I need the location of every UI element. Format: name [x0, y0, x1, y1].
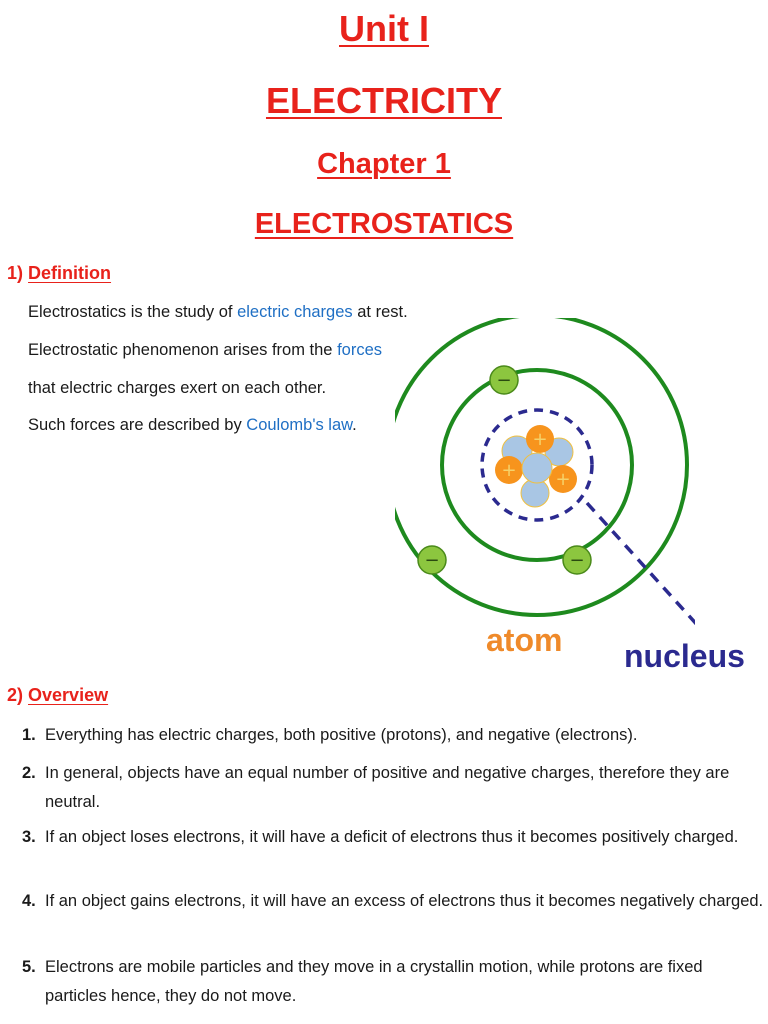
list-item: [22, 953, 766, 1011]
unit-title: Unit I: [339, 8, 429, 49]
link-coulombs-law[interactable]: Coulomb's law: [246, 416, 353, 434]
list-item-text: If an object loses electrons, it will have a deficit of electrons thus it becomes positively charged.: [45, 828, 739, 846]
definition-text: that electric charges exert on each other.: [28, 379, 327, 397]
definition-line-1: [28, 303, 408, 322]
list-item-text: Electrons are mobile particles and they move in a crystallin motion, while protons are fixed particles hence, they do not move.: [45, 958, 703, 1005]
atom-label: atom: [486, 622, 563, 658]
link-electric-charges[interactable]: electric charges: [237, 303, 353, 321]
list-item: [22, 759, 766, 817]
nucleus-pointer: [587, 503, 695, 628]
nucleus-label: nucleus: [624, 638, 745, 674]
list-item-text: Everything has electric charges, both positive (protons), and negative (electrons).: [45, 726, 638, 744]
link-forces[interactable]: forces: [337, 341, 383, 359]
list-item: [22, 823, 766, 852]
overview-heading: [7, 685, 108, 706]
list-item-number: 1.: [22, 726, 36, 744]
list-item-number: 5.: [22, 958, 36, 976]
list-item-number: 3.: [22, 828, 36, 846]
list-item-text: If an object gains electrons, it will have an excess of electrons thus it becomes negatively charged.: [45, 892, 764, 910]
definition-text: Such forces are described by: [28, 416, 247, 434]
definition-line-2: [28, 341, 382, 360]
overview-number: 2): [7, 685, 24, 705]
list-item: [22, 721, 766, 750]
overview-heading-text: Overview: [28, 685, 109, 705]
subject-title: ELECTRICITY: [265, 80, 502, 121]
definition-heading-text: Definition: [28, 263, 112, 283]
list-item-number: 2.: [22, 764, 36, 782]
definition-heading: [7, 263, 111, 284]
electron-sign: −: [569, 550, 585, 571]
list-item-text: In general, objects have an equal number of positive and negative charges, therefore they are neutral.: [45, 764, 730, 811]
definition-line-4: [28, 416, 357, 435]
neutron: [522, 453, 552, 483]
definition-line-3: [28, 379, 326, 398]
definition-text: .: [352, 416, 357, 434]
definition-number: 1): [7, 263, 24, 283]
proton-sign: +: [501, 460, 517, 481]
proton-sign: +: [532, 429, 548, 450]
topic-title: ELECTROSTATICS: [254, 208, 514, 240]
electron-sign: −: [424, 550, 440, 571]
electron-sign: −: [496, 370, 512, 391]
list-item-number: 4.: [22, 892, 36, 910]
definition-text: at rest.: [352, 303, 408, 321]
chapter-title: Chapter 1: [317, 148, 451, 180]
proton-sign: +: [555, 469, 571, 490]
list-item: [22, 887, 766, 916]
definition-text: Electrostatics is the study of: [28, 303, 238, 321]
atom-diagram: [395, 318, 695, 628]
nucleus: [495, 425, 577, 507]
definition-text: Electrostatic phenomenon arises from the: [28, 341, 338, 359]
